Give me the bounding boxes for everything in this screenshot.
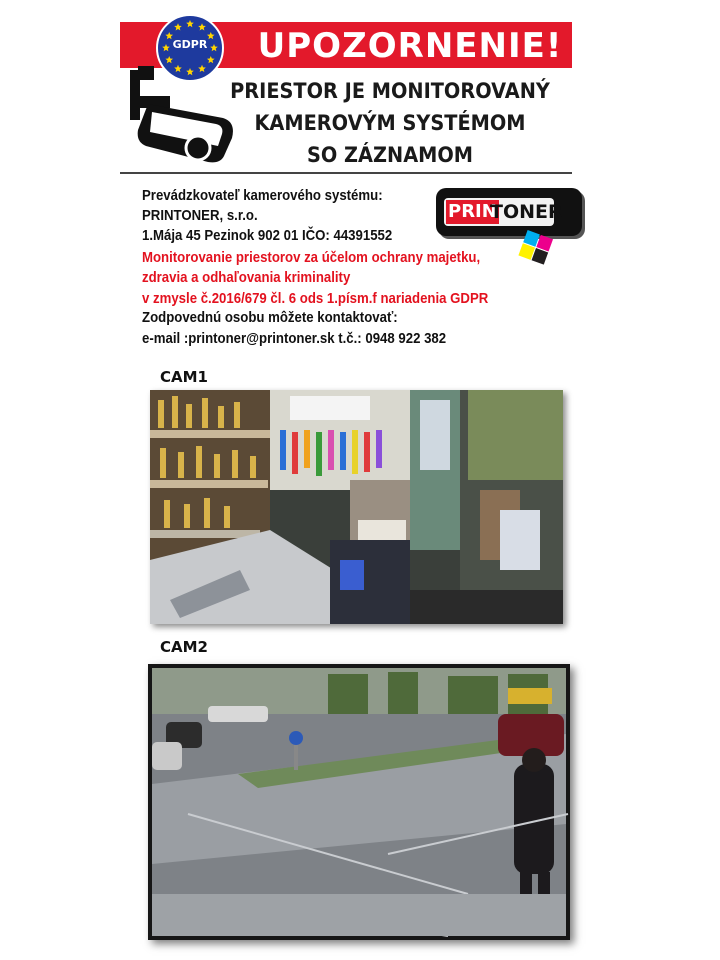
gdpr-badge-text: GDPR [172,38,208,51]
cam1-label: CAM1 [160,368,208,386]
purpose-line-3: v zmysle č.2016/679 čl. 6 ods 1.písm.f nariadenia GDPR [142,290,489,307]
contact-heading: Zodpovednú osobu môžete kontaktovať: [142,309,398,326]
logo-text-prin: PRIN [448,201,497,222]
cam2-snapshot [148,664,570,940]
warning-title: UPOZORNENIE! [257,26,563,66]
operator-address: 1.Mája 45 Pezinok 902 01 IČO: 44391552 [142,227,393,244]
cmyk-cube-icon [518,230,554,266]
notice-line-3: SO ZÁZNAMOM [306,143,474,167]
divider [120,172,572,174]
cam2-label: CAM2 [160,638,208,656]
logo-text-toner: TONER [490,201,563,223]
operator-company: PRINTONER, s.r.o. [142,207,258,224]
cam1-scene-image [150,390,563,624]
purpose-line-2: zdravia a odhaľovania kriminality [142,269,351,286]
contact-details: e-mail :printoner@printoner.sk t.č.: 0948 922 382 [142,330,447,347]
notice-line-2: KAMEROVÝM SYSTÉMOM [254,111,526,135]
cam2-scene-image [148,664,570,940]
notice-line-1: PRIESTOR JE MONITOROVANÝ [230,79,550,103]
purpose-line-1: Monitorovanie priestorov za účelom ochrany majetku, [142,249,481,266]
operator-heading: Prevádzkovateľ kamerového systému: [142,187,383,204]
cctv-camera-icon [128,66,238,170]
cam1-snapshot [150,390,563,624]
